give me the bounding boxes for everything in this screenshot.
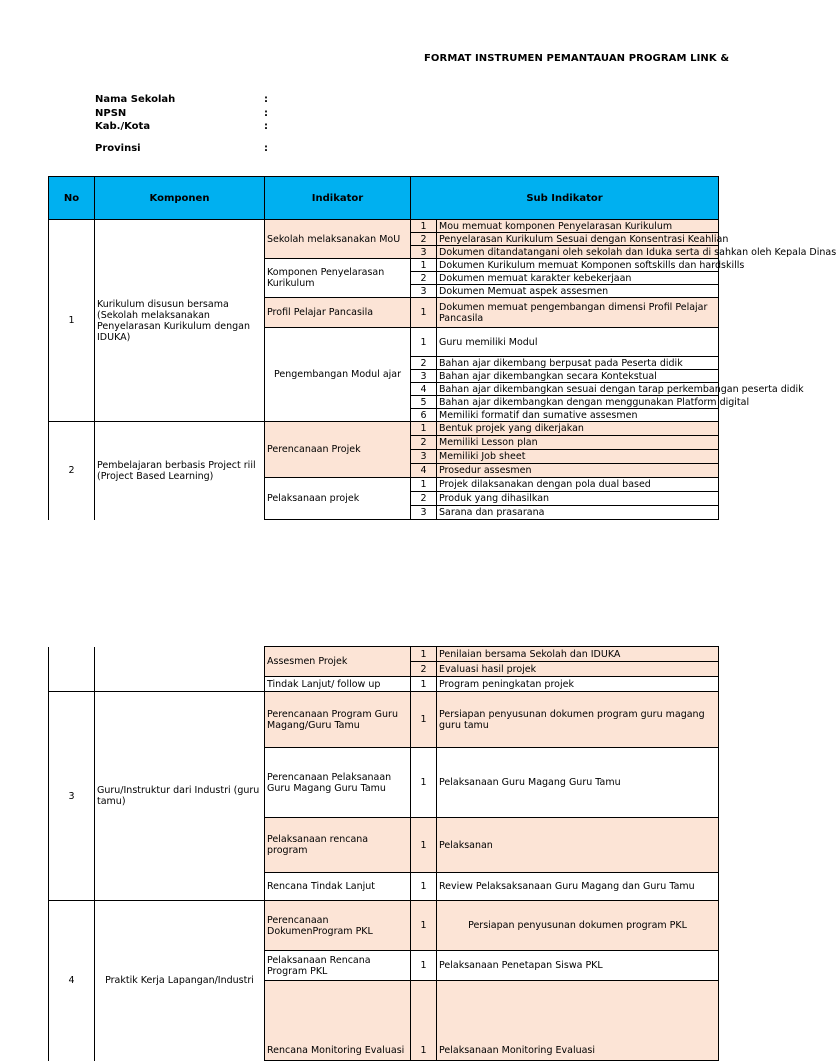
komponen-cell: Kurikulum disusun bersama (Sekolah melaksanakan Penyelarasan Kurikulum dengan IDUKA) bbox=[95, 220, 265, 422]
header-sub-indikator: Sub Indikator bbox=[411, 177, 719, 220]
indikator-cell: Sekolah melaksanakan MoU bbox=[265, 220, 411, 259]
sub-indikator-cell: Evaluasi hasil projek bbox=[437, 662, 719, 677]
sub-number: 1 bbox=[411, 981, 437, 1061]
indikator-cell: Assesmen Projek bbox=[265, 647, 411, 677]
sub-indikator-cell: Pelaksanan bbox=[437, 818, 719, 873]
sub-indikator-cell: Persiapan penyusunan dokumen program PKL bbox=[437, 901, 719, 951]
sub-indikator-cell: Guru memiliki Modul bbox=[437, 328, 719, 357]
sub-number: 3 bbox=[411, 506, 437, 520]
sub-number: 2 bbox=[411, 357, 437, 370]
sub-number: 2 bbox=[411, 492, 437, 506]
row-number-continued bbox=[49, 647, 95, 692]
sub-indikator-cell: Program peningkatan projek bbox=[437, 677, 719, 692]
sub-number: 1 bbox=[411, 901, 437, 951]
label-nama-sekolah: Nama Sekolah bbox=[95, 94, 176, 105]
sub-indikator-cell: Dokumen Memuat aspek assesmen bbox=[437, 285, 719, 298]
sub-indikator-cell: Penyelarasan Kurikulum Sesuai dengan Konsentrasi Keahlian bbox=[437, 233, 719, 246]
header-komponen: Komponen bbox=[95, 177, 265, 220]
indikator-cell: Profil Pelajar Pancasila bbox=[265, 298, 411, 328]
sub-indikator-cell: Projek dilaksanakan dengan pola dual based bbox=[437, 478, 719, 492]
sub-number: 1 bbox=[411, 818, 437, 873]
sub-indikator-cell: Dokumen Kurikulum memuat Komponen softskills dan hardskills bbox=[437, 259, 719, 272]
indikator-cell: Pelaksanaan rencana program bbox=[265, 818, 411, 873]
sub-number: 3 bbox=[411, 246, 437, 259]
sub-number: 1 bbox=[411, 748, 437, 818]
sub-indikator-cell: Pelaksanaan Monitoring Evaluasi bbox=[437, 981, 719, 1061]
page-title: FORMAT INSTRUMEN PEMANTAUAN PROGRAM LINK & bbox=[424, 53, 730, 64]
sub-number: 1 bbox=[411, 647, 437, 662]
sub-number: 1 bbox=[411, 951, 437, 981]
colon: : bbox=[264, 143, 268, 154]
sub-indikator-cell: Dokumen ditandatangani oleh sekolah dan Iduka serta di sahkan oleh Kepala Dinas bbox=[437, 246, 719, 259]
row-number: 1 bbox=[49, 220, 95, 422]
row-number: 3 bbox=[49, 692, 95, 901]
indikator-cell: Pelaksanaan projek bbox=[265, 478, 411, 520]
colon: : bbox=[264, 121, 268, 132]
sub-indikator-cell: Bentuk projek yang dikerjakan bbox=[437, 422, 719, 436]
colon: : bbox=[264, 108, 268, 119]
komponen-cell: Praktik Kerja Lapangan/Industri bbox=[95, 901, 265, 1061]
indikator-cell: Komponen Penyelarasan Kurikulum bbox=[265, 259, 411, 298]
label-kab-kota: Kab./Kota bbox=[95, 121, 151, 132]
sub-number: 1 bbox=[411, 220, 437, 233]
indikator-cell: Pengembangan Modul ajar bbox=[265, 328, 411, 422]
sub-number: 1 bbox=[411, 692, 437, 748]
sub-number: 3 bbox=[411, 450, 437, 464]
sub-indikator-cell: Pelaksanaan Guru Magang Guru Tamu bbox=[437, 748, 719, 818]
row-number: 2 bbox=[49, 422, 95, 520]
sub-number: 1 bbox=[411, 677, 437, 692]
sub-number: 5 bbox=[411, 396, 437, 409]
indikator-cell: Perencanaan DokumenProgram PKL bbox=[265, 901, 411, 951]
komponen-cell: Guru/Instruktur dari Industri (guru tamu) bbox=[95, 692, 265, 901]
sub-number: 1 bbox=[411, 873, 437, 901]
sub-indikator-cell: Persiapan penyusunan dokumen program guru magang guru tamu bbox=[437, 692, 719, 748]
header-indikator: Indikator bbox=[265, 177, 411, 220]
sub-number: 3 bbox=[411, 370, 437, 383]
sub-indikator-cell: Sarana dan prasarana bbox=[437, 506, 719, 520]
indikator-cell: Tindak Lanjut/ follow up bbox=[265, 677, 411, 692]
sub-indikator-cell: Pelaksanaan Penetapan Siswa PKL bbox=[437, 951, 719, 981]
sub-indikator-cell: Bahan ajar dikembangkan sesuai dengan tarap perkembangan peserta didik bbox=[437, 383, 719, 396]
sub-indikator-cell: Produk yang dihasilkan bbox=[437, 492, 719, 506]
sub-indikator-cell: Memiliki formatif dan sumative assesmen bbox=[437, 409, 719, 422]
sub-indikator-cell: Penilaian bersama Sekolah dan IDUKA bbox=[437, 647, 719, 662]
sub-number: 1 bbox=[411, 328, 437, 357]
indikator-cell: Perencanaan Pelaksanaan Guru Magang Guru Tamu bbox=[265, 748, 411, 818]
sub-indikator-cell: Mou memuat komponen Penyelarasan Kurikulum bbox=[437, 220, 719, 233]
komponen-cell: Pembelajaran berbasis Project riil (Project Based Learning) bbox=[95, 422, 265, 520]
indikator-cell: Rencana Monitoring Evaluasi bbox=[265, 981, 411, 1061]
sub-number: 4 bbox=[411, 464, 437, 478]
monitoring-table-page-1 bbox=[48, 176, 836, 520]
sub-indikator-cell: Review Pelaksaksanaan Guru Magang dan Guru Tamu bbox=[437, 873, 719, 901]
sub-indikator-cell: Memiliki Lesson plan bbox=[437, 436, 719, 450]
indikator-cell: Rencana Tindak Lanjut bbox=[265, 873, 411, 901]
sub-number: 1 bbox=[411, 422, 437, 436]
sub-number: 3 bbox=[411, 285, 437, 298]
label-npsn: NPSN bbox=[95, 108, 127, 119]
sub-indikator-cell: Bahan ajar dikembangkan dengan menggunakan Platform digital bbox=[437, 396, 719, 409]
indikator-cell: Pelaksanaan Rencana Program PKL bbox=[265, 951, 411, 981]
sub-indikator-cell: Bahan ajar dikembangkan secara Kontekstual bbox=[437, 370, 719, 383]
label-provinsi: Provinsi bbox=[95, 143, 141, 154]
indikator-cell: Perencanaan Projek bbox=[265, 422, 411, 478]
sub-indikator-cell: Prosedur assesmen bbox=[437, 464, 719, 478]
sub-number: 2 bbox=[411, 233, 437, 246]
sub-indikator-cell: Dokumen memuat pengembangan dimensi Profil Pelajar Pancasila bbox=[437, 298, 719, 328]
sub-number: 1 bbox=[411, 478, 437, 492]
sub-indikator-cell: Dokumen memuat karakter kebekerjaan bbox=[437, 272, 719, 285]
indikator-cell: Perencanaan Program Guru Magang/Guru Tamu bbox=[265, 692, 411, 748]
komponen-cell-continued bbox=[95, 647, 265, 692]
sub-number: 2 bbox=[411, 662, 437, 677]
sub-number: 1 bbox=[411, 298, 437, 328]
row-number: 4 bbox=[49, 901, 95, 1061]
colon: : bbox=[264, 94, 268, 105]
header-no: No bbox=[49, 177, 95, 220]
sub-indikator-cell: Bahan ajar dikembang berpusat pada Peserta didik bbox=[437, 357, 719, 370]
sub-number: 2 bbox=[411, 436, 437, 450]
monitoring-table-page-2 bbox=[48, 646, 719, 1061]
sub-indikator-cell: Memiliki Job sheet bbox=[437, 450, 719, 464]
sub-number: 1 bbox=[411, 259, 437, 272]
sub-number: 6 bbox=[411, 409, 437, 422]
sub-number: 2 bbox=[411, 272, 437, 285]
sub-number: 4 bbox=[411, 383, 437, 396]
